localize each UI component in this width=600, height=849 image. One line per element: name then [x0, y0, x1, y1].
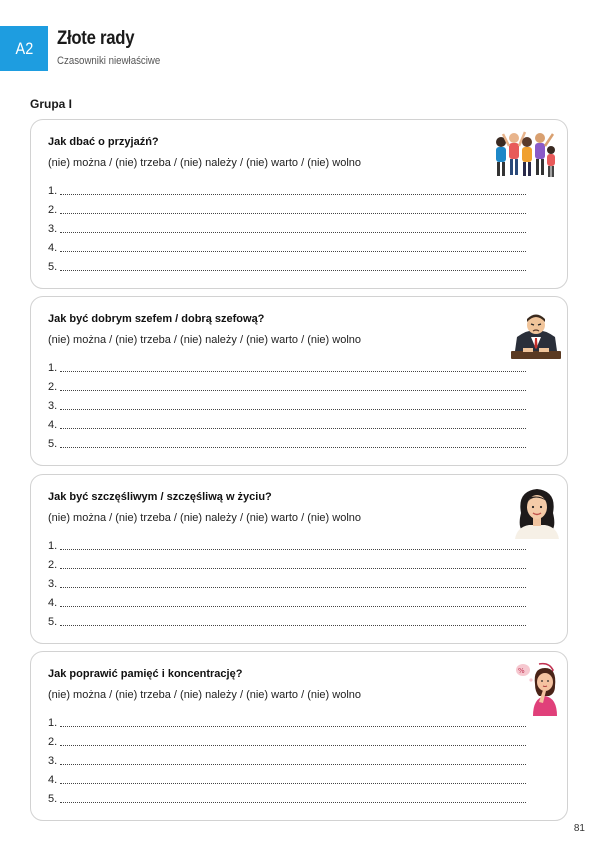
answer-line-3[interactable] [48, 576, 526, 590]
answer-line-4[interactable] [48, 772, 526, 786]
dotted-line [60, 744, 526, 746]
dotted-line [60, 624, 526, 626]
answer-line-2[interactable] [48, 557, 526, 571]
dotted-line [60, 212, 526, 214]
dotted-line [60, 408, 526, 410]
question-card-boss [30, 296, 568, 466]
page-subtitle: Czasowniki niewłaściwe [57, 55, 161, 67]
question-title: Jak być dobrym szefem / dobrą szefową? [48, 313, 265, 325]
line-number: 5. [48, 438, 58, 450]
dotted-line [60, 427, 526, 429]
dotted-line [60, 193, 526, 195]
modal-verbs-list: (nie) można / (nie) trzeba / (nie) należy / (nie) warto / (nie) wolno [48, 334, 362, 346]
modal-verbs-list: (nie) można / (nie) trzeba / (nie) należy / (nie) warto / (nie) wolno [48, 512, 362, 524]
answer-line-2[interactable] [48, 379, 526, 393]
line-number: 3. [48, 223, 58, 235]
answer-line-3[interactable] [48, 753, 526, 767]
line-number: 1. [48, 185, 58, 197]
line-number: 1. [48, 540, 58, 552]
dotted-line [60, 782, 526, 784]
line-number: 5. [48, 261, 58, 273]
question-card-friendship [30, 119, 568, 289]
dotted-line [60, 250, 526, 252]
answer-line-4[interactable] [48, 240, 526, 254]
line-number: 4. [48, 774, 58, 786]
answer-line-2[interactable] [48, 202, 526, 216]
line-number: 1. [48, 362, 58, 374]
line-number: 4. [48, 597, 58, 609]
line-number: 5. [48, 616, 58, 628]
answer-line-5[interactable] [48, 614, 526, 628]
modal-verbs-list: (nie) można / (nie) trzeba / (nie) należy / (nie) warto / (nie) wolno [48, 689, 362, 701]
dotted-line [60, 567, 526, 569]
line-number: 4. [48, 242, 58, 254]
dotted-line [60, 605, 526, 607]
line-number: 1. [48, 717, 58, 729]
group-label: Grupa I [30, 97, 73, 111]
answer-line-1[interactable] [48, 538, 526, 552]
question-title: Jak poprawić pamięć i koncentrację? [48, 668, 243, 680]
friends-group-illustration [487, 128, 559, 184]
answer-line-4[interactable] [48, 595, 526, 609]
page-number: 81 [573, 823, 585, 834]
line-number: 2. [48, 204, 58, 216]
dotted-line [60, 763, 526, 765]
question-card-happiness [30, 474, 568, 644]
answer-line-4[interactable] [48, 417, 526, 431]
dotted-line [60, 389, 526, 391]
line-number: 3. [48, 578, 58, 590]
level-label: A2 [15, 38, 33, 58]
dotted-line [60, 231, 526, 233]
happy-woman-illustration [511, 483, 563, 539]
line-number: 2. [48, 559, 58, 571]
answer-line-5[interactable] [48, 436, 526, 450]
dotted-line [60, 725, 526, 727]
answer-line-3[interactable] [48, 221, 526, 235]
dotted-line [60, 801, 526, 803]
line-number: 3. [48, 400, 58, 412]
line-number: 3. [48, 755, 58, 767]
dotted-line [60, 370, 526, 372]
answer-line-3[interactable] [48, 398, 526, 412]
level-badge [0, 26, 48, 71]
answer-line-1[interactable] [48, 715, 526, 729]
question-title: Jak dbać o przyjaźń? [48, 136, 159, 148]
answer-line-1[interactable] [48, 183, 526, 197]
line-number: 5. [48, 793, 58, 805]
thinking-woman-illustration [513, 658, 563, 716]
line-number: 4. [48, 419, 58, 431]
dotted-line [60, 586, 526, 588]
question-card-memory [30, 651, 568, 821]
answer-line-5[interactable] [48, 259, 526, 273]
dotted-line [60, 269, 526, 271]
svg-text:%: % [518, 667, 525, 675]
line-number: 2. [48, 381, 58, 393]
dotted-line [60, 548, 526, 550]
answer-line-1[interactable] [48, 360, 526, 374]
answer-line-5[interactable] [48, 791, 526, 805]
answer-line-2[interactable] [48, 734, 526, 748]
page-title: Złote rady [57, 28, 135, 49]
boss-at-desk-illustration [509, 307, 563, 361]
dotted-line [60, 446, 526, 448]
line-number: 2. [48, 736, 58, 748]
modal-verbs-list: (nie) można / (nie) trzeba / (nie) należy / (nie) warto / (nie) wolno [48, 157, 362, 169]
question-title: Jak być szczęśliwym / szczęśliwą w życiu? [48, 491, 272, 503]
